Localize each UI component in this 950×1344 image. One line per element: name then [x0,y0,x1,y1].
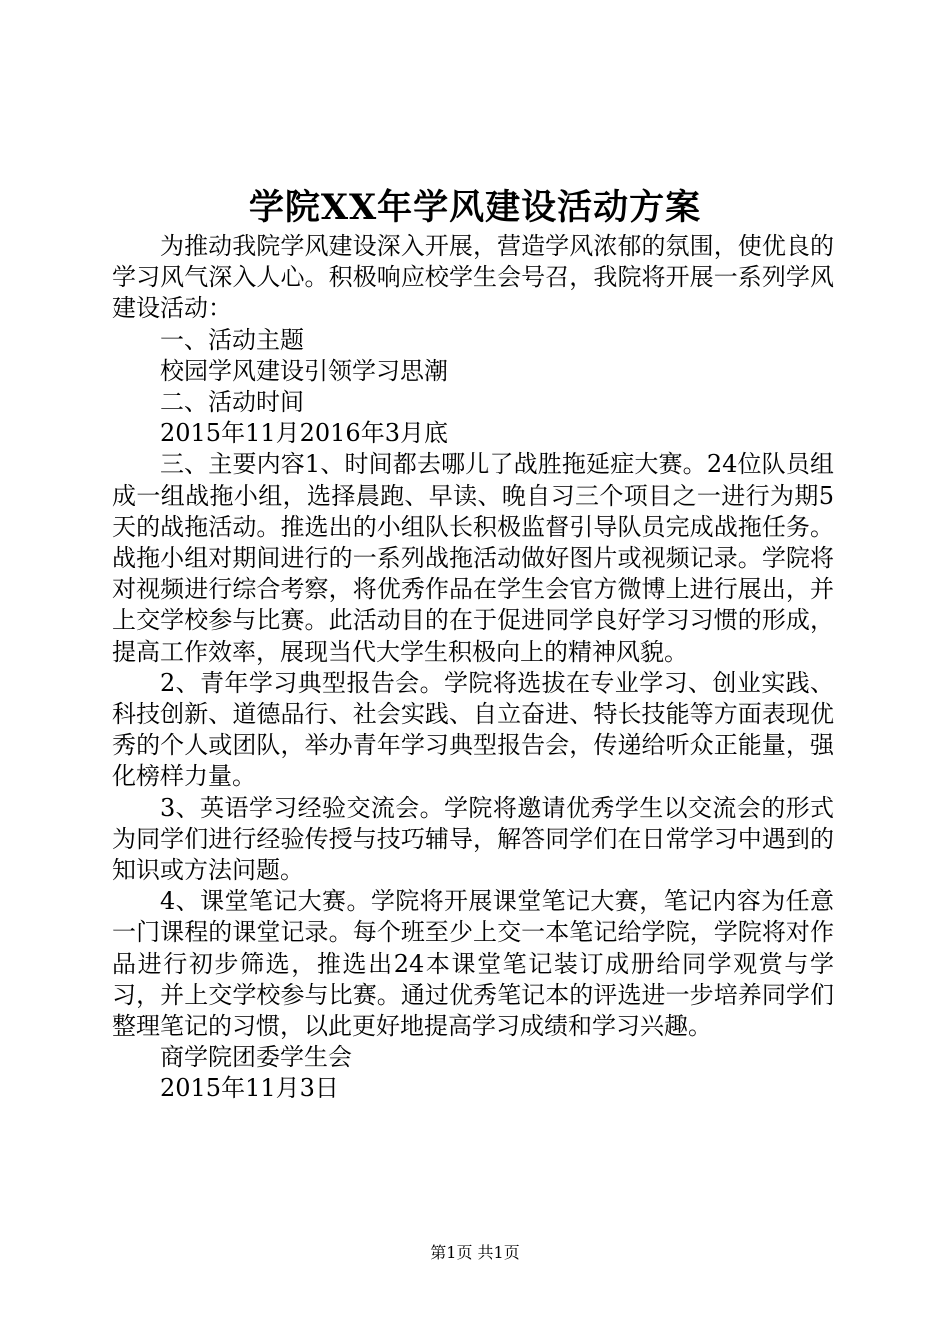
theme-text: 校园学风建设引领学习思潮 [160,356,448,385]
intro-paragraph: 为推动我院学风建设深入开展，营造学风浓郁的氛围，使优良的学习风气深入人心。积极响应校学生会号召，我院将开展一系列学风建设活动： [112,232,834,323]
content-item-1: 三、主要内容1、时间都去哪儿了战胜拖延症大赛。24位队员组成一组战拖小组，选择晨跑、早读、晚自习三个项目之一进行为期5天的战拖活动。推选出的小组队长积极监督引导队员完成战拖任务。战拖小组对期间进行的一系列战拖活动做好图片或视频记录。学院将对视频进行综合考察，将优秀作品在学生会官方微博上进行展出，并上交学校参与比赛。此活动目的在于促进同学良好学习习惯的形成，提高工作效率，展现当代大学生积极向上的精神风貌。 [112,450,834,666]
section-heading-theme: 一、活动主题 [160,325,304,354]
document-title: 学院XX年学风建设活动方案 [248,187,702,228]
content-item-4: 4、课堂笔记大赛。学院将开展课堂笔记大赛，笔记内容为任意一门课程的课堂记录。每个班至少上交一本笔记给学院，学院将对作品进行初步筛选，推选出24本课堂笔记装订成册给同学观赏与学习，并上交学校参与比赛。通过优秀笔记本的评选进一步培养同学们整理笔记的习惯，以此更好地提高学习成绩和学习兴趣。 [112,887,834,1041]
content-item-3: 3、英语学习经验交流会。学院将邀请优秀学生以交流会的形式为同学们进行经验传授与技巧辅导，解答同学们在日常学习中遇到的知识或方法问题。 [112,793,834,885]
section-heading-time: 二、活动时间 [160,388,304,417]
content-item-2: 2、青年学习典型报告会。学院将选拔在专业学习、创业实践、科技创新、道德品行、社会实践、自立奋进、特长技能等方面表现优秀的个人或团队，举办青年学习典型报告会，传递给听众正能量，强化榜样力量。 [112,668,834,791]
signature-organization: 商学院团委学生会 [160,1043,352,1072]
document-body [112,231,834,1105]
page-footer: 第1页 共1页 [430,1243,520,1262]
time-text: 2015年11月2016年3月底 [160,419,448,448]
signature-date: 2015年11月3日 [160,1074,339,1103]
